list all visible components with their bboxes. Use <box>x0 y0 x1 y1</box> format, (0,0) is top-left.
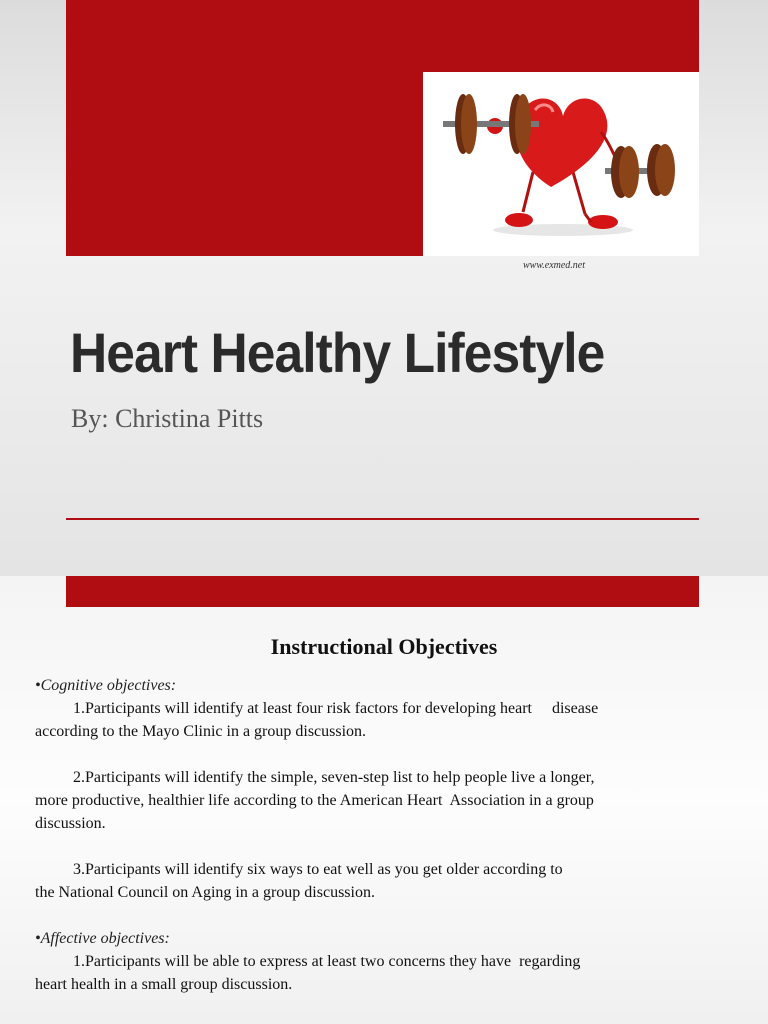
cognitive-item-3-line-1: 3.Participants will identify six ways to eat well as you get older according to <box>73 861 563 878</box>
cognitive-item-2-line-1: 2.Participants will identify the simple, seven-step list to help people live a longer, <box>73 769 595 786</box>
cognitive-item-2-line-2: more productive, healthier life according to the American Heart Association in a group <box>35 792 594 809</box>
spacer <box>35 904 725 927</box>
objectives-body <box>35 674 725 996</box>
heart-dumbbell-image <box>423 72 699 256</box>
image-credit: www.exmed.net <box>523 260 586 271</box>
affective-item-1-line-2: heart health in a small group discussion. <box>35 976 293 993</box>
spacer <box>35 743 725 766</box>
cognitive-item-2-line-3: discussion. <box>35 815 106 832</box>
presentation-title: Heart Healthy Lifestyle <box>70 321 605 384</box>
slide-title: Instructional Objectives <box>270 634 498 659</box>
objectives-slide <box>0 576 768 1024</box>
cognitive-item-1-line-1: 1.Participants will identify at least four risk factors for developing heart disease <box>73 700 599 717</box>
affective-item-1-line-1: 1.Participants will be able to express at least two concerns they have regarding <box>73 953 581 970</box>
affective-heading: •Affective objectives: <box>35 930 170 947</box>
cognitive-heading: •Cognitive objectives: <box>35 677 177 694</box>
cognitive-item-1-line-2: according to the Mayo Clinic in a group discussion. <box>35 723 367 740</box>
red-divider <box>66 518 699 520</box>
author-byline: By: Christina Pitts <box>71 404 264 433</box>
red-header-block <box>66 576 699 607</box>
cognitive-item-3-line-2: the National Council on Aging in a group discussion. <box>35 884 375 901</box>
heart-mascot-icon <box>423 72 699 256</box>
spacer <box>35 835 725 858</box>
